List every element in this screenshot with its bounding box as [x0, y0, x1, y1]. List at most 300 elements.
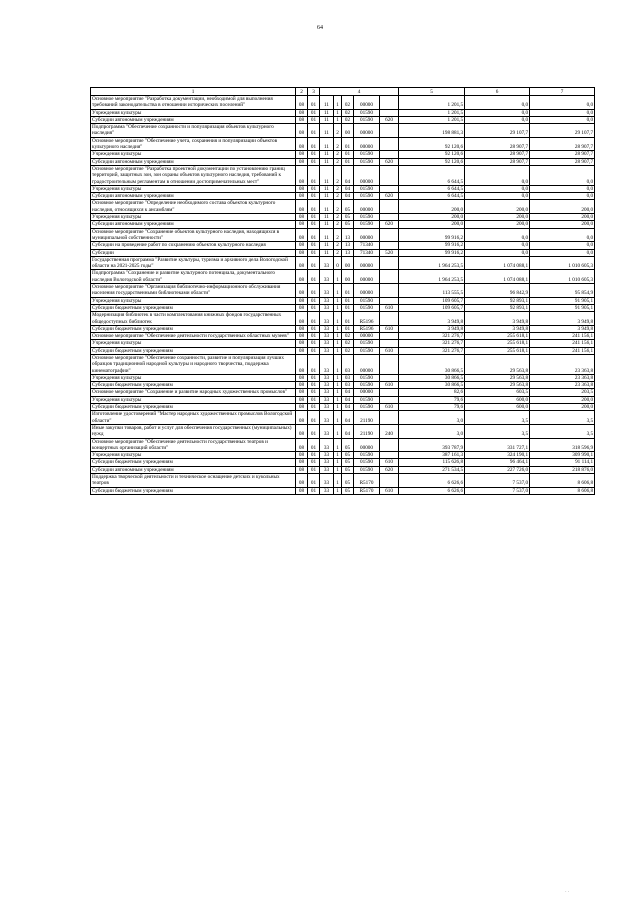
table-row: [91, 116, 595, 123]
code-cell: 01: [308, 242, 320, 249]
code-cell: 610: [380, 382, 399, 389]
code-cell: 01: [308, 487, 320, 494]
amount-cell: 28 907,7: [465, 137, 530, 151]
row-name: Основное мероприятие "Разработка документации, необходимой для выполнения требований законодательства в отношении исторических поселений": [91, 96, 296, 110]
code-cell: 2: [334, 124, 342, 138]
code-cell: 05: [342, 466, 354, 473]
code-cell: 01: [308, 389, 320, 396]
amount-cell: 218 876,0: [530, 466, 595, 473]
header-cell: 6: [465, 88, 530, 96]
code-cell: 01: [308, 304, 320, 311]
code-cell: 2: [334, 242, 342, 249]
amount-cell: 200,0: [399, 221, 465, 228]
code-cell: 11: [320, 221, 334, 228]
code-cell: 01: [308, 411, 320, 425]
amount-cell: 255 618,1: [465, 333, 530, 340]
code-cell: 04: [342, 185, 354, 192]
code-cell: 05: [342, 459, 354, 466]
code-cell: [380, 165, 399, 185]
amount-cell: 28 907,7: [530, 151, 595, 158]
row-name: Субсидии автономным учреждениям: [91, 193, 296, 200]
amount-cell: 23 363,8: [530, 374, 595, 381]
code-cell: 08: [296, 396, 308, 403]
row-name: Субсидии автономным учреждениям: [91, 116, 296, 123]
code-cell: [380, 242, 399, 249]
table-row: [91, 151, 595, 158]
code-cell: [380, 109, 399, 116]
code-cell: 610: [380, 347, 399, 354]
code-cell: 2: [334, 200, 342, 214]
code-cell: 02: [342, 347, 354, 354]
table-row: [91, 228, 595, 242]
code-cell: 01: [308, 438, 320, 452]
amount-cell: 387 161,3: [399, 452, 465, 459]
code-cell: 01590: [354, 193, 380, 200]
row-name: Субсидии бюджетным учреждениям: [91, 487, 296, 494]
amount-cell: 321 276,7: [399, 333, 465, 340]
code-cell: 01: [308, 185, 320, 192]
amount-cell: 6 626,6: [399, 487, 465, 494]
code-cell: 2: [334, 185, 342, 192]
amount-cell: 109 605,7: [399, 304, 465, 311]
code-cell: [380, 333, 399, 340]
code-cell: 33: [320, 340, 334, 347]
code-cell: 01590: [354, 151, 380, 158]
code-cell: 01: [308, 354, 320, 374]
code-cell: 1: [334, 116, 342, 123]
table-row: [91, 214, 595, 221]
amount-cell: 0,0: [530, 228, 595, 242]
code-cell: 00000: [354, 389, 380, 396]
code-cell: 08: [296, 340, 308, 347]
code-cell: 01: [308, 200, 320, 214]
table-row: [91, 297, 595, 304]
code-cell: 01: [308, 340, 320, 347]
header-cell: 5: [399, 88, 465, 96]
table-row: [91, 374, 595, 381]
code-cell: 2: [334, 158, 342, 165]
amount-cell: 6 644,5: [399, 165, 465, 185]
code-cell: 1: [334, 459, 342, 466]
code-cell: 00000: [354, 256, 380, 270]
code-cell: 33: [320, 389, 334, 396]
code-cell: [380, 96, 399, 110]
amount-cell: 321 276,7: [399, 340, 465, 347]
code-cell: 1: [334, 452, 342, 459]
code-cell: [380, 438, 399, 452]
amount-cell: 6 644,5: [399, 193, 465, 200]
table-row: [91, 165, 595, 185]
table-row: [91, 333, 595, 340]
table-row: [91, 474, 595, 488]
code-cell: 01590: [354, 109, 380, 116]
row-name: Основное мероприятие "Обеспечение сохранности, развитие и популяризация лучших образцов традиционной народной культуры и народного творчества, поддержка кинематографии": [91, 354, 296, 374]
code-cell: 01: [308, 96, 320, 110]
amount-cell: 1 964 253,5: [399, 270, 465, 284]
code-cell: 01: [342, 297, 354, 304]
amount-cell: 1 010 605,3: [530, 270, 595, 284]
amount-cell: 1 201,5: [399, 116, 465, 123]
code-cell: 08: [296, 185, 308, 192]
code-cell: 01: [308, 124, 320, 138]
code-cell: 01590: [354, 214, 380, 221]
code-cell: 620: [380, 221, 399, 228]
table-row: [91, 312, 595, 326]
code-cell: 610: [380, 325, 399, 332]
amount-cell: 8 606,8: [530, 487, 595, 494]
amount-cell: 324 190,1: [465, 452, 530, 459]
amount-cell: 241 156,1: [530, 347, 595, 354]
code-cell: 08: [296, 325, 308, 332]
code-cell: [380, 396, 399, 403]
row-name: Основное мероприятие "Обеспечение учета, сохранения и популяризации объектов культурного наследия": [91, 137, 296, 151]
table-row: [91, 340, 595, 347]
code-cell: 08: [296, 389, 308, 396]
table-row: [91, 221, 595, 228]
code-cell: 11: [320, 214, 334, 221]
code-cell: 13: [342, 242, 354, 249]
table-row: [91, 124, 595, 138]
code-cell: 610: [380, 304, 399, 311]
amount-cell: 29 563,8: [465, 382, 530, 389]
code-cell: R5170: [354, 474, 380, 488]
row-name: Субсидии бюджетным учреждениям: [91, 404, 296, 411]
row-name: Изготовление удостоверений "Мастер народных художественных промыслов Вологодской области": [91, 411, 296, 425]
amount-cell: 92 120,6: [399, 151, 465, 158]
amount-cell: 0,0: [530, 185, 595, 192]
code-cell: 04: [342, 396, 354, 403]
amount-cell: 6 644,5: [399, 185, 465, 192]
header-cell: 1: [91, 88, 296, 96]
amount-cell: 28 907,7: [530, 137, 595, 151]
amount-cell: 23 363,8: [530, 354, 595, 374]
code-cell: [380, 389, 399, 396]
code-cell: [380, 228, 399, 242]
amount-cell: 3,0: [399, 411, 465, 425]
code-cell: 1: [334, 297, 342, 304]
amount-cell: 309 990,1: [530, 452, 595, 459]
amount-cell: 255 618,1: [465, 347, 530, 354]
code-cell: 08: [296, 424, 308, 438]
code-cell: 08: [296, 151, 308, 158]
amount-cell: 91 905,1: [530, 304, 595, 311]
amount-cell: 92 120,6: [399, 158, 465, 165]
code-cell: 610: [380, 404, 399, 411]
code-cell: 1: [334, 411, 342, 425]
code-cell: 2: [334, 221, 342, 228]
row-name: Субсидии бюджетным учреждениям: [91, 304, 296, 311]
code-cell: R5196: [354, 325, 380, 332]
table-row: [91, 487, 595, 494]
code-cell: 01590: [354, 396, 380, 403]
amount-cell: 0,0: [465, 242, 530, 249]
code-cell: 33: [320, 347, 334, 354]
amount-cell: 79,6: [399, 404, 465, 411]
header-cell: 2: [296, 88, 308, 96]
code-cell: [380, 124, 399, 138]
code-cell: 00000: [354, 333, 380, 340]
code-cell: 33: [320, 354, 334, 374]
amount-cell: 96 842,9: [465, 284, 530, 298]
row-name: Подпрограмма "Обеспечение сохранности и популяризация объектов культурного наследия": [91, 124, 296, 138]
code-cell: 01: [308, 404, 320, 411]
code-cell: 33: [320, 284, 334, 298]
code-cell: 05: [342, 438, 354, 452]
amount-cell: 3,5: [465, 411, 530, 425]
code-cell: R5170: [354, 487, 380, 494]
row-name: Модернизация библиотек в части комплектования книжных фондов государственных общедоступных библиотек: [91, 312, 296, 326]
row-name: Основное мероприятие "Обеспечение деятельности государственных областных музеев": [91, 333, 296, 340]
code-cell: 01: [308, 256, 320, 270]
code-cell: [380, 137, 399, 151]
code-cell: 08: [296, 404, 308, 411]
code-cell: 08: [296, 466, 308, 473]
row-name: Учреждения культуры: [91, 396, 296, 403]
amount-cell: 30 866,5: [399, 374, 465, 381]
table-row: [91, 424, 595, 438]
amount-cell: 3,0: [399, 424, 465, 438]
code-cell: 04: [342, 165, 354, 185]
amount-cell: 0,0: [530, 242, 595, 249]
table-row: [91, 404, 595, 411]
amount-cell: 3 949,8: [465, 325, 530, 332]
table-row: [91, 109, 595, 116]
code-cell: 00: [342, 124, 354, 138]
code-cell: 01: [308, 137, 320, 151]
amount-cell: 92 893,1: [465, 297, 530, 304]
code-cell: 05: [342, 452, 354, 459]
code-cell: 1: [334, 487, 342, 494]
code-cell: 01: [342, 312, 354, 326]
code-cell: 2: [334, 137, 342, 151]
code-cell: 11: [320, 165, 334, 185]
code-cell: 08: [296, 333, 308, 340]
amount-cell: 29 107,7: [465, 124, 530, 138]
code-cell: 1: [334, 347, 342, 354]
code-cell: 01: [308, 466, 320, 473]
header-cell: 7: [530, 88, 595, 96]
code-cell: [380, 340, 399, 347]
amount-cell: 271 534,5: [399, 466, 465, 473]
code-cell: 33: [320, 312, 334, 326]
amount-cell: 255 618,1: [465, 340, 530, 347]
table-row: [91, 270, 595, 284]
code-cell: 1: [334, 396, 342, 403]
code-cell: 01590: [354, 340, 380, 347]
code-cell: 1: [334, 325, 342, 332]
code-cell: 01: [308, 396, 320, 403]
code-cell: 00000: [354, 137, 380, 151]
code-cell: 11: [320, 96, 334, 110]
code-cell: 2: [334, 165, 342, 185]
code-cell: 33: [320, 297, 334, 304]
row-name: Субсидии на проведение работ по сохранению объектов культурного наследия: [91, 242, 296, 249]
code-cell: 01: [308, 347, 320, 354]
code-cell: 0: [334, 256, 342, 270]
code-cell: 03: [342, 354, 354, 374]
code-cell: 620: [380, 466, 399, 473]
row-name: Основное мероприятие "Определение необходимого состава объектов культурного наследия, относящихся к ансамблям": [91, 200, 296, 214]
code-cell: 00000: [354, 200, 380, 214]
code-cell: 01: [308, 228, 320, 242]
row-name: Основное мероприятие "Обеспечение деятельности государственных театров и концертных организаций области": [91, 438, 296, 452]
code-cell: 08: [296, 242, 308, 249]
code-cell: [380, 411, 399, 425]
code-cell: 01: [342, 158, 354, 165]
amount-cell: 600,0: [465, 404, 530, 411]
row-name: Поддержка творческой деятельности и техническое оснащение детских и кукольных театров: [91, 474, 296, 488]
code-cell: 1: [334, 438, 342, 452]
code-cell: 01: [308, 116, 320, 123]
amount-cell: 198 881,3: [399, 124, 465, 138]
table-row: [91, 158, 595, 165]
code-cell: 02: [342, 109, 354, 116]
amount-cell: 0,0: [465, 109, 530, 116]
code-cell: 01590: [354, 382, 380, 389]
row-name: Субсидии автономным учреждениям: [91, 158, 296, 165]
table-row: [91, 200, 595, 214]
code-cell: 33: [320, 396, 334, 403]
code-cell: 02: [342, 333, 354, 340]
code-cell: 08: [296, 382, 308, 389]
code-cell: 05: [342, 487, 354, 494]
code-cell: 01590: [354, 297, 380, 304]
amount-cell: 1 964 253,5: [399, 256, 465, 270]
code-cell: 02: [342, 116, 354, 123]
code-cell: 01590: [354, 304, 380, 311]
amount-cell: 200,0: [530, 404, 595, 411]
code-cell: 00000: [354, 284, 380, 298]
code-cell: 01: [308, 474, 320, 488]
code-cell: 01: [342, 137, 354, 151]
row-name: Учреждения культуры: [91, 109, 296, 116]
code-cell: 33: [320, 270, 334, 284]
amount-cell: 1 074 088,1: [465, 270, 530, 284]
amount-cell: 8 606,8: [530, 474, 595, 488]
page-number: 64: [317, 25, 323, 31]
table-row: [91, 396, 595, 403]
amount-cell: 241 156,1: [530, 333, 595, 340]
amount-cell: 6 626,6: [399, 474, 465, 488]
row-name: Учреждения культуры: [91, 214, 296, 221]
amount-cell: 92 120,6: [399, 137, 465, 151]
corner-mark: · ·: [565, 890, 570, 895]
code-cell: 00000: [354, 124, 380, 138]
table-row: [91, 389, 595, 396]
code-cell: 08: [296, 158, 308, 165]
code-cell: 2: [334, 193, 342, 200]
code-cell: R5196: [354, 312, 380, 326]
code-cell: 11: [320, 249, 334, 256]
code-cell: 08: [296, 474, 308, 488]
amount-cell: 115 626,8: [399, 459, 465, 466]
code-cell: 33: [320, 459, 334, 466]
amount-cell: 600,0: [465, 396, 530, 403]
code-cell: 01: [308, 312, 320, 326]
amount-cell: 0,0: [465, 185, 530, 192]
code-cell: 620: [380, 116, 399, 123]
code-cell: 00: [342, 256, 354, 270]
code-cell: [380, 256, 399, 270]
amount-cell: 29 563,8: [465, 374, 530, 381]
amount-cell: 7 537,0: [465, 487, 530, 494]
code-cell: 01: [308, 165, 320, 185]
amount-cell: 99 916,2: [399, 228, 465, 242]
amount-cell: 95 854,9: [530, 284, 595, 298]
code-cell: 01: [308, 249, 320, 256]
code-cell: 05: [342, 214, 354, 221]
amount-cell: 1 201,5: [399, 96, 465, 110]
budget-table: [90, 87, 595, 495]
code-cell: 610: [380, 459, 399, 466]
row-name: Государственная программа "Развитие культуры, туризма и архивного дела Вологодской области на 2021-2025 годы": [91, 256, 296, 270]
code-cell: 01590: [354, 404, 380, 411]
row-name: Учреждения культуры: [91, 340, 296, 347]
amount-cell: 29 107,7: [530, 124, 595, 138]
amount-cell: 200,0: [399, 214, 465, 221]
code-cell: 11: [320, 200, 334, 214]
code-cell: 00000: [354, 96, 380, 110]
table-row: [91, 304, 595, 311]
amount-cell: 0,0: [465, 193, 530, 200]
code-cell: 1: [334, 312, 342, 326]
amount-cell: 3,5: [530, 424, 595, 438]
code-cell: 00000: [354, 354, 380, 374]
table-row: [91, 354, 595, 374]
code-cell: [380, 284, 399, 298]
code-cell: 08: [296, 312, 308, 326]
code-cell: 01: [308, 270, 320, 284]
code-cell: 01590: [354, 116, 380, 123]
code-cell: 11: [320, 151, 334, 158]
code-cell: 08: [296, 354, 308, 374]
code-cell: 04: [342, 404, 354, 411]
amount-cell: 331 727,1: [465, 438, 530, 452]
code-cell: 01590: [354, 347, 380, 354]
amount-cell: 91 905,1: [530, 297, 595, 304]
code-cell: 13: [342, 249, 354, 256]
code-cell: 01: [308, 333, 320, 340]
code-cell: 01: [308, 193, 320, 200]
code-cell: 11: [320, 185, 334, 192]
code-cell: 08: [296, 347, 308, 354]
amount-cell: 91 114,1: [530, 459, 595, 466]
row-name: Учреждения культуры: [91, 374, 296, 381]
code-cell: [380, 474, 399, 488]
code-cell: 08: [296, 249, 308, 256]
amount-cell: 203,5: [530, 389, 595, 396]
code-cell: 08: [296, 165, 308, 185]
row-name: Субсидии: [91, 249, 296, 256]
code-cell: 11: [320, 193, 334, 200]
amount-cell: 318 596,9: [530, 438, 595, 452]
code-cell: 08: [296, 124, 308, 138]
code-cell: 08: [296, 297, 308, 304]
amount-cell: 3 949,8: [399, 312, 465, 326]
amount-cell: 79,6: [399, 396, 465, 403]
amount-cell: 3 949,8: [399, 325, 465, 332]
code-cell: 01590: [354, 221, 380, 228]
row-name: Основное мероприятие "Организация библиотечно-информационного обслуживания населения государственными библиотеками области": [91, 284, 296, 298]
code-cell: 04: [342, 389, 354, 396]
amount-cell: 0,0: [465, 228, 530, 242]
table-row: [91, 347, 595, 354]
code-cell: 08: [296, 284, 308, 298]
amount-cell: 29 563,8: [465, 354, 530, 374]
table-row: [91, 325, 595, 332]
code-cell: 71340: [354, 242, 380, 249]
code-cell: 08: [296, 459, 308, 466]
